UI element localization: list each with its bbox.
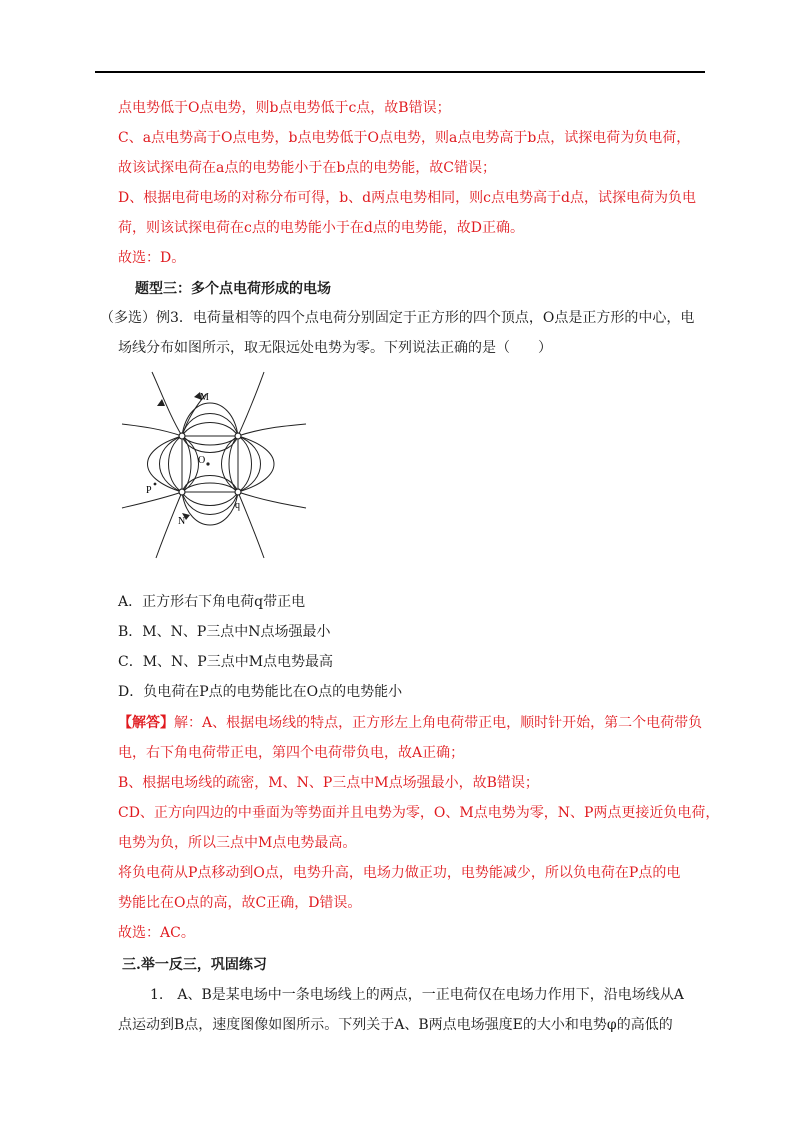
electric-field-lines-figure: [118, 366, 313, 561]
prev-answer-line-1: 点电势低于O点电势，则b点电势低于c点，故B错误；: [118, 100, 451, 116]
header-rule: [95, 71, 705, 73]
practice-item-1-line-2: 点运动到B点，速度图像如图所示。下列关于A、B两点电场强度E的大小和电势φ的高低的: [118, 1017, 673, 1033]
practice-heading: 三.举一反三，巩固练习: [122, 957, 267, 973]
solution-line-4: CD、正方向四边的中垂面为等势面并且电势为零，O、M点电势为零，N、P两点更接近负电荷，: [118, 805, 720, 821]
practice-item-1-line-1: 1. A、B是某电场中一条电场线上的两点，一正电荷仅在电场力作用下，沿电场线从A: [150, 987, 684, 1003]
label-p: P: [146, 485, 152, 496]
label-n: N: [178, 516, 186, 527]
prev-answer-line-5: 荷，则该试探电荷在c点的电势能小于在d点的电势能，故D正确。: [118, 220, 525, 236]
solution-line-2: 电，右下角电荷带正电，第四个电荷带负电，故A正确；: [118, 745, 465, 761]
prev-answer-line-3: 故该试探电荷在a点的电势能小于在b点的电势能，故C错误；: [118, 160, 497, 176]
solution-line-7: 势能比在O点的高，故C正确，D错误。: [118, 895, 362, 911]
option-c: C．M、N、P三点中M点电势最高: [118, 654, 334, 670]
option-b: B．M、N、P三点中N点场强最小: [118, 624, 331, 640]
solution-line-8: 故选：AC。: [118, 925, 195, 941]
question-line-1: （多选）例3．电荷量相等的四个点电荷分别固定于正方形的四个顶点，O点是正方形的中心，电: [100, 310, 695, 326]
section-heading: 题型三：多个点电荷形成的电场: [135, 281, 331, 297]
solution-line-6: 将负电荷从P点移动到O点，电势升高，电场力做正功，电势能减少，所以负电荷在P点的电: [118, 865, 681, 881]
solution-line-1: [118, 713, 702, 733]
solution-tag: 【解答】: [118, 715, 174, 731]
prev-answer-line-4: D、根据电荷电场的对称分布可得，b、d两点电势相同，则c点电势高于d点，试探电荷为负电: [118, 190, 696, 206]
label-q: q: [235, 500, 240, 511]
prev-answer-line-6: 故选：D。: [118, 250, 186, 266]
solution-line-1-text: 解：A、根据电场线的特点，正方形左上角电荷带正电，顺时针开始，第二个电荷带负: [174, 715, 703, 731]
solution-line-3: B、根据电场线的疏密，M、N、P三点中M点场强最小，故B错误；: [118, 775, 539, 791]
option-a: A．正方形右下角电荷q带正电: [118, 594, 306, 610]
option-d: D．负电荷在P点的电势能比在O点的电势能小: [118, 684, 403, 700]
solution-line-5: 电势为负，所以三点中M点电势最高。: [118, 835, 357, 851]
question-line-2: 场线分布如图所示，取无限远处电势为零。下列说法正确的是（ ）: [118, 340, 552, 356]
label-m: M: [200, 392, 209, 403]
prev-answer-line-2: C、a点电势高于O点电势，b点电势低于O点电势，则a点电势高于b点，试探电荷为负电荷，: [118, 130, 691, 146]
label-o: O: [198, 455, 206, 466]
